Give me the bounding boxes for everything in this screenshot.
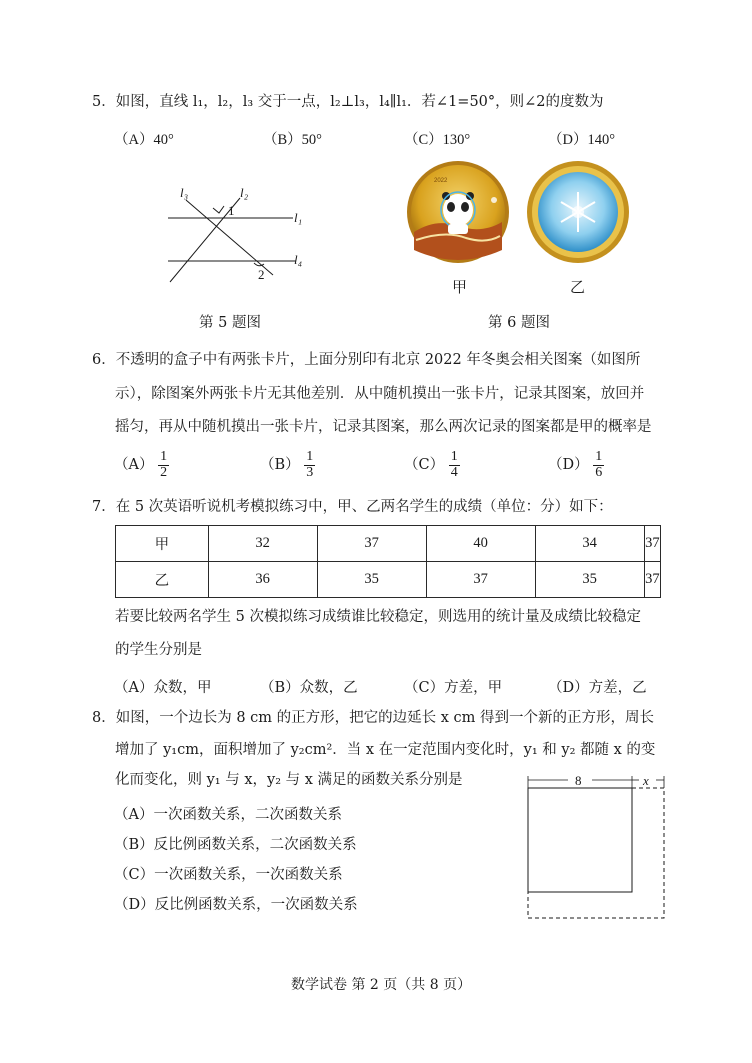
q6-option-b-label: （B） <box>260 457 300 474</box>
original-square <box>528 788 632 892</box>
medal-label-yi: 乙 <box>570 278 586 296</box>
extended-square <box>528 788 664 918</box>
q7-option-b: （B）众数，乙 <box>260 680 358 696</box>
label-l3: l₃ <box>180 185 189 200</box>
table-cell: 40 <box>426 526 535 562</box>
q7-after-line-2: 的学生分别是 <box>115 642 202 658</box>
q6-option-d <box>548 450 604 480</box>
table-cell: 乙 <box>116 562 209 598</box>
q8-line-3: 化而变化，则 y₁ 与 x，y₂ 与 x 满足的函数关系分别是 <box>115 772 463 788</box>
q8-option-b: （B）反比例函数关系，二次函数关系 <box>114 837 357 853</box>
table-row <box>116 526 661 562</box>
label-l1: l₁ <box>294 210 303 225</box>
label-l2: l₂ <box>240 185 249 200</box>
side-label-8: 8 <box>575 773 582 788</box>
q5-option-c: （C）130° <box>404 132 471 148</box>
q8-line-2: 增加了 y₁cm，面积增加了 y₂cm²．当 x 在一定范围内变化时，y₁ 和 y₂ 都随 x 的变 <box>115 742 656 758</box>
q5-caption: 第 5 题图 <box>199 315 261 331</box>
q6-line-1: 6．不透明的盒子中有两张卡片，上面分别印有北京 2022 年冬奥会相关图案（如图所 <box>92 352 641 368</box>
q8-figure <box>522 768 672 928</box>
medal-jia <box>406 160 510 264</box>
table-cell: 37 <box>644 562 660 598</box>
q8-option-c: （C）一次函数关系，一次函数关系 <box>114 867 343 883</box>
q6-option-a-label: （A） <box>114 457 154 474</box>
q5-option-a: （A）40° <box>114 132 174 148</box>
q8-option-a: （A）一次函数关系，二次函数关系 <box>114 807 342 823</box>
q6-option-d-fraction: $\frac{1}{6}$ <box>595 449 603 480</box>
table-cell: 32 <box>208 526 317 562</box>
q7-score-table <box>115 525 661 598</box>
q6-option-c-label: （C） <box>404 457 445 474</box>
table-cell: 34 <box>535 526 644 562</box>
table-cell: 36 <box>208 562 317 598</box>
table-cell: 37 <box>426 562 535 598</box>
table-cell: 37 <box>644 526 660 562</box>
q6-option-b <box>260 450 315 480</box>
right-angle-mark <box>213 206 224 213</box>
table-cell: 甲 <box>116 526 209 562</box>
table-cell: 35 <box>317 562 426 598</box>
label-l4: l₄ <box>294 252 303 267</box>
q7-stem: 7．在 5 次英语听说机考模拟练习中，甲、乙两名学生的成绩（单位：分）如下： <box>92 499 613 515</box>
q6-caption: 第 6 题图 <box>488 315 550 331</box>
medal-label-jia: 甲 <box>452 278 468 296</box>
q7-option-d: （D）方差，乙 <box>548 680 647 696</box>
q6-option-c-fraction: $\frac{1}{4}$ <box>450 449 458 480</box>
q5-stem: 5．如图，直线 l₁，l₂，l₃ 交于一点，l₂⊥l₃，l₄∥l₁．若∠1=50°，则∠2的度数为 <box>92 94 604 110</box>
medal-yi <box>526 160 630 264</box>
q6-option-d-label: （D） <box>548 457 589 474</box>
ext-label-x: x <box>643 773 649 788</box>
q7-option-a: （A）众数，甲 <box>114 680 212 696</box>
q8-line-1: 8．如图，一个边长为 8 cm 的正方形，把它的边延长 x cm 得到一个新的正方形，周长 <box>92 710 655 726</box>
page-footer: 数学试卷 第 2 页（共 8 页） <box>291 977 472 993</box>
q8-option-d: （D）反比例函数关系，一次函数关系 <box>114 897 358 913</box>
q6-option-b-fraction: $\frac{1}{3}$ <box>306 449 314 480</box>
q5-option-b: （B）50° <box>263 132 322 148</box>
q5-figure <box>158 180 318 290</box>
label-angle-2: 2 <box>258 267 265 282</box>
q6-option-a <box>114 450 169 480</box>
svg-text:2022: 2022 <box>434 178 448 184</box>
label-angle-1: 1 <box>228 203 235 218</box>
table-row <box>116 562 661 598</box>
q6-line-2: 示），除图案外两张卡片无其他差别．从中随机摸出一张卡片，记录其图案，放回并 <box>115 386 645 402</box>
q6-option-a-fraction: $\frac{1}{2}$ <box>160 449 168 480</box>
table-cell: 37 <box>317 526 426 562</box>
q6-option-c <box>404 450 460 480</box>
q5-option-d: （D）140° <box>548 132 616 148</box>
q6-line-3: 摇匀，再从中随机摸出一张卡片，记录其图案，那么两次记录的图案都是甲的概率是 <box>115 419 652 435</box>
q7-after-line-1: 若要比较两名学生 5 次模拟练习成绩谁比较稳定，则选用的统计量及成绩比较稳定 <box>115 609 641 625</box>
table-cell: 35 <box>535 562 644 598</box>
q7-option-c: （C）方差，甲 <box>404 680 503 696</box>
